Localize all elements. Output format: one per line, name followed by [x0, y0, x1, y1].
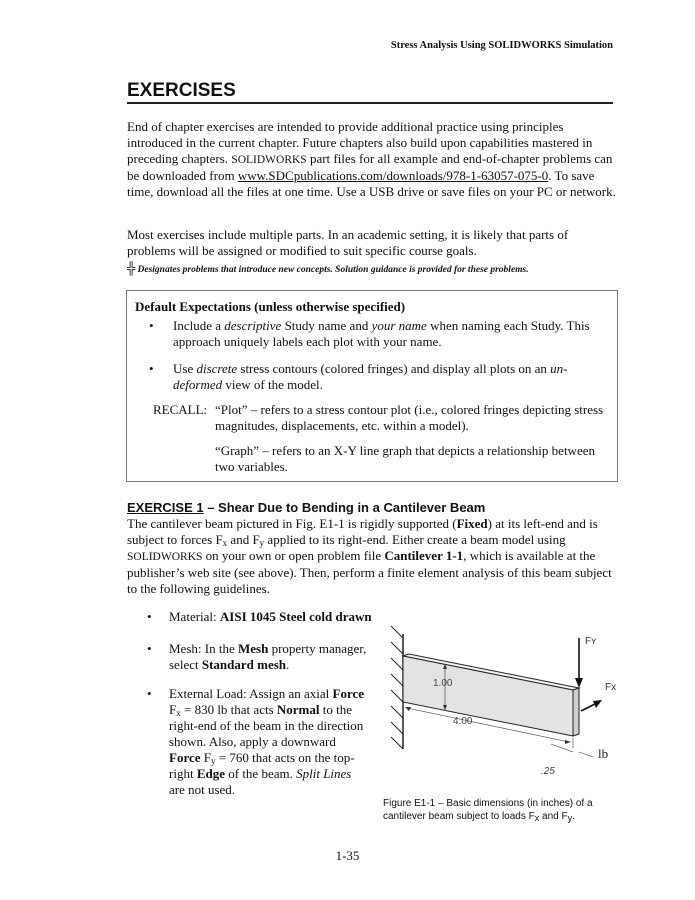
- thickness-dimension-label: .25: [541, 766, 555, 777]
- guideline-bold: Force: [169, 750, 201, 765]
- desc-text: and F: [227, 532, 260, 547]
- exercise-number: EXERCISE 1: [127, 500, 204, 515]
- expectation-item-name: [149, 318, 599, 350]
- guideline-text: of the beam.: [224, 766, 297, 781]
- bullet-text: stress contours (colored fringes) and display all plots on an: [237, 361, 551, 376]
- guideline-text: F: [169, 702, 177, 717]
- guideline-material: [147, 609, 447, 625]
- intro-paragraph: [127, 119, 617, 200]
- guideline-mesh: [147, 641, 367, 673]
- thickness-dimension: [551, 744, 593, 757]
- expectations-title: Default Expectations (unless otherwise specified): [135, 299, 406, 314]
- bullet-emphasis: un-deformed: [173, 361, 568, 392]
- problem-file-name: Cantilever 1-1: [384, 548, 464, 563]
- bullet-icon: •: [149, 361, 154, 376]
- caption-text: and F: [539, 811, 568, 822]
- guideline-external-load: [147, 686, 367, 798]
- intro-text-3: . To save time, download all the files at one time. Use a USB drive or save files on your PC or network.: [127, 168, 616, 199]
- fixed-wall-icon: [391, 626, 403, 749]
- bullet-text: when naming each Study. This approach uniquely labels each plot with your name.: [173, 318, 590, 349]
- unit-label: lb: [598, 746, 609, 761]
- bullet-text: Study name and: [281, 318, 372, 333]
- force-x-label: Fx: [605, 682, 617, 693]
- bullet-text: Use: [173, 361, 197, 376]
- guidance-icon: ╬: [127, 261, 136, 275]
- bullet-icon: •: [147, 686, 152, 701]
- recall-label: RECALL:: [153, 402, 208, 417]
- intro-text-2: part files for all example and end-of-chapter problems can be downloaded from: [127, 151, 613, 183]
- desc-text: The cantilever beam pictured in Fig. E1-1 is rigidly supported (: [127, 516, 457, 531]
- guideline-italic: Split Lines: [296, 766, 352, 781]
- cantilever-beam-figure: [383, 624, 628, 794]
- subscript: x: [534, 813, 540, 823]
- guideline-text: property manager, select: [169, 641, 367, 672]
- guideline-text: .: [286, 657, 290, 672]
- desc-text: ) at its left-end and is subject to forces F: [127, 516, 598, 547]
- desc-text: , which is available at the publisher’s web site (see above). Then, perform a finite element analysis of this beam subject to the following guidelines.: [127, 548, 612, 596]
- exercise-title: – Shear Due to Bending in a Cantilever Beam: [203, 500, 486, 515]
- section-title: EXERCISES: [127, 80, 613, 104]
- guideline-bold: Normal: [276, 702, 320, 717]
- subscript: x: [176, 708, 181, 718]
- beam-shape: [403, 654, 579, 736]
- page-number: 1-35: [335, 848, 360, 863]
- exercise-description: [127, 516, 617, 597]
- guideline-bold: Mesh: [237, 641, 269, 656]
- guideline-text: = 760 that acts on the top-right: [169, 750, 355, 781]
- recall-graph-definition: “Graph” – refers to an X-Y line graph that depicts a relationship between two variables.: [215, 443, 595, 474]
- guideline-bold: Standard mesh: [201, 657, 287, 672]
- length-dimension-label: 4.00: [453, 716, 473, 727]
- desc-bold: Fixed: [456, 516, 488, 531]
- force-y-label: Fʏ: [585, 636, 597, 647]
- bullet-icon: •: [147, 641, 152, 656]
- bullet-text: Include a: [173, 318, 225, 333]
- solidworks-name: SOLIDWORKS: [127, 551, 203, 563]
- subscript: y: [567, 813, 573, 823]
- bullet-icon: •: [149, 318, 154, 333]
- guidance-text: Designates problems that introduce new concepts. Solution guidance is provided for these problems.: [137, 265, 529, 275]
- bullet-emphasis: your name: [371, 318, 427, 333]
- guideline-bold: Force: [332, 686, 365, 701]
- height-dimension-label: 1.00: [433, 678, 453, 689]
- bullet-text: view of the model.: [222, 377, 323, 392]
- intro-text-1: End of chapter exercises are intended to provide additional practice using principles introduced in the current chapter. Future chapters also build upon capabilities mastered in preceding chapters.: [127, 119, 593, 166]
- desc-text: applied to its right-end. Either create a beam model using: [264, 532, 566, 547]
- expectation-item-contours: [149, 361, 599, 393]
- desc-text: on your own or open problem file: [202, 548, 385, 563]
- figure-caption: [383, 797, 633, 823]
- force-y-arrow: [575, 638, 583, 688]
- subscript: y: [211, 756, 216, 766]
- guideline-text: are not used.: [169, 782, 236, 797]
- subscript: x: [222, 538, 228, 548]
- subscript: y: [259, 538, 265, 548]
- material-value: AISI 1045 Steel cold drawn: [219, 609, 372, 624]
- force-x-arrow: [581, 700, 602, 711]
- guideline-text: External Load: Assign an axial: [169, 686, 333, 701]
- solidworks-name: SOLIDWORKS: [231, 154, 307, 166]
- guideline-text: = 830 lb that acts: [180, 702, 277, 717]
- guidance-note: [127, 262, 627, 276]
- caption-text: Figure E1-1 – Basic dimensions (in inches) of a cantilever beam subject to loads F: [383, 798, 593, 822]
- bullet-icon: •: [147, 609, 152, 624]
- guideline-text: to the right-end of the beam in the direction shown. Also, apply a downward: [169, 702, 364, 749]
- recall-plot-definition: “Plot” – refers to a stress contour plot (i.e., colored fringes depicting stress magnitudes, displacements, etc. within a model).: [215, 402, 604, 433]
- guideline-text: Mesh: In the: [169, 641, 238, 656]
- caption-text: .: [572, 811, 575, 822]
- multipart-paragraph: Most exercises include multiple parts. In an academic setting, it is likely that parts of problems will be assigned or modified to suit specific course goals.: [127, 227, 569, 258]
- guideline-text: Material:: [169, 609, 220, 624]
- expectations-box: [126, 290, 618, 482]
- exercise-heading: [127, 500, 485, 515]
- running-header: Stress Analysis Using SOLIDWORKS Simulation: [390, 40, 613, 51]
- guideline-bold: Edge: [196, 766, 225, 781]
- bullet-emphasis: descriptive: [224, 318, 282, 333]
- bullet-emphasis: discrete: [196, 361, 238, 376]
- download-link[interactable]: www.SDCpublications.com/downloads/978-1-63057-075-0: [237, 168, 549, 183]
- guideline-text: F: [200, 750, 212, 765]
